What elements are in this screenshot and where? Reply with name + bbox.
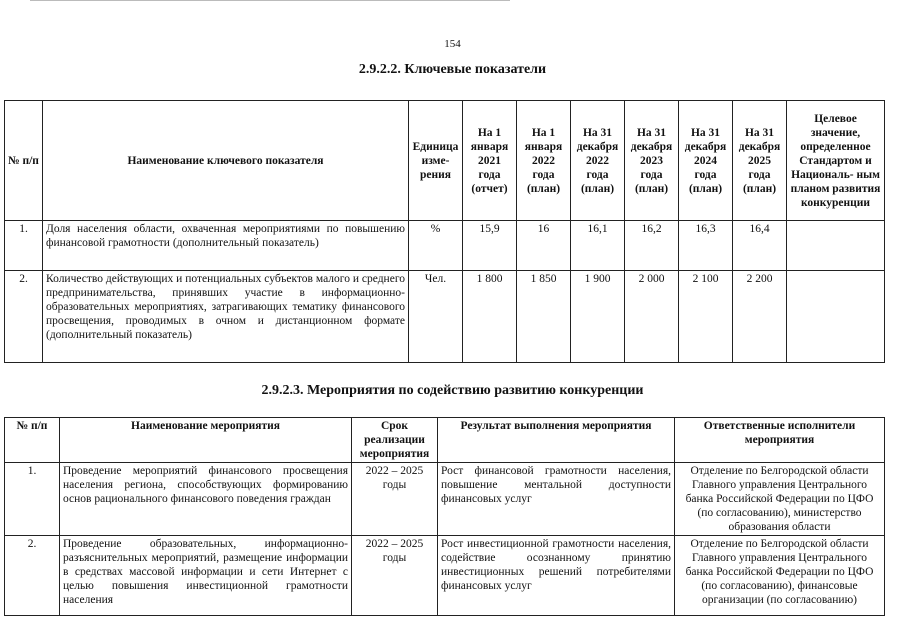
section-title-key-indicators: 2.9.2.2. Ключевые показатели xyxy=(358,62,547,77)
col-header-2023: На 31 декабря 2023 года (план) xyxy=(625,101,679,221)
table-row xyxy=(5,463,885,536)
table-header-row xyxy=(5,418,885,463)
value-2022-dec: 16,1 xyxy=(571,221,625,271)
col-header-number: № п/п xyxy=(5,101,43,221)
value-2025: 16,4 xyxy=(733,221,787,271)
col-header-2024: На 31 декабря 2024 года (план) xyxy=(679,101,733,221)
measure-term: 2022 – 2025 годы xyxy=(352,536,438,616)
unit-cell: % xyxy=(409,221,463,271)
measure-term: 2022 – 2025 годы xyxy=(352,463,438,536)
indicator-name: Количество действующих и потенциальных субъектов малого и среднего предпринимательства, принявших участие в информационно-образовательных мероприятиях, затрагивающих тематику финансового просвещения, проводимых в очном и дистанционном формате (дополнительный показатель) xyxy=(43,271,409,363)
table-row xyxy=(5,271,885,363)
key-indicators-table xyxy=(4,100,885,363)
value-2022-jan: 16 xyxy=(517,221,571,271)
col-header-indicator-name: Наименование ключевого показателя xyxy=(43,101,409,221)
measure-result: Рост инвестиционной грамотности населения, содействие осознанному принятию инвестиционных решений потребителями финансовых услуг xyxy=(438,536,675,616)
value-2021: 1 800 xyxy=(463,271,517,363)
row-number: 1. xyxy=(5,463,60,536)
measure-result: Рост финансовой грамотности населения, повышение ментальной доступности финансовых услуг xyxy=(438,463,675,536)
target-value xyxy=(787,271,885,363)
unit-cell: Чел. xyxy=(409,271,463,363)
table-row xyxy=(5,536,885,616)
col-header-2025: На 31 декабря 2025 года (план) xyxy=(733,101,787,221)
indicator-name: Доля населения области, охваченная мероприятиями по повышению финансовой грамотности (дополнительный показатель) xyxy=(43,221,409,271)
measure-name: Проведение образовательных, информационно-разъяснительных мероприятий, размещение информации в средствах массовой информации и сети Интернет с целью повышения инвестиционной грамотности населения xyxy=(60,536,352,616)
row-number: 2. xyxy=(5,536,60,616)
col-header-result: Результат выполнения мероприятия xyxy=(438,418,675,463)
col-header-term: Срок реализации мероприятия xyxy=(352,418,438,463)
col-header-number: № п/п xyxy=(5,418,60,463)
scan-top-edge xyxy=(30,0,510,3)
table-header-row xyxy=(5,101,885,221)
measure-responsible: Отделение по Белгородской области Главного управления Центрального банка Российской Федерации по ЦФО (по согласованию), финансовые организации (по согласованию) xyxy=(675,536,885,616)
value-2022-jan: 1 850 xyxy=(517,271,571,363)
table-row xyxy=(5,221,885,271)
value-2023: 2 000 xyxy=(625,271,679,363)
col-header-measure-name: Наименование мероприятия xyxy=(60,418,352,463)
value-2024: 2 100 xyxy=(679,271,733,363)
measures-table xyxy=(4,417,885,616)
value-2022-dec: 1 900 xyxy=(571,271,625,363)
page-number: 154 xyxy=(444,38,461,50)
value-2025: 2 200 xyxy=(733,271,787,363)
col-header-2022-jan: На 1 января 2022 года (план) xyxy=(517,101,571,221)
target-value xyxy=(787,221,885,271)
measure-responsible: Отделение по Белгородской области Главного управления Центрального банка Российской Федерации по ЦФО (по согласованию), министерство образования области xyxy=(675,463,885,536)
col-header-2021: На 1 января 2021 года (отчет) xyxy=(463,101,517,221)
col-header-unit: Единица изме- рения xyxy=(409,101,463,221)
value-2021: 15,9 xyxy=(463,221,517,271)
col-header-2022-dec: На 31 декабря 2022 года (план) xyxy=(571,101,625,221)
value-2023: 16,2 xyxy=(625,221,679,271)
row-number: 2. xyxy=(5,271,43,363)
section-title-competition-measures: 2.9.2.3. Мероприятия по содействию развитию конкуренции xyxy=(261,383,644,398)
row-number: 1. xyxy=(5,221,43,271)
measure-name: Проведение мероприятий финансового просвещения населения региона, способствующих формированию основ рационального финансового поведения граждан xyxy=(60,463,352,536)
col-header-target: Целевое значение, определенное Стандартом и Националь- ным планом развития конкуренции xyxy=(787,101,885,221)
col-header-responsible: Ответственные исполнители мероприятия xyxy=(675,418,885,463)
value-2024: 16,3 xyxy=(679,221,733,271)
